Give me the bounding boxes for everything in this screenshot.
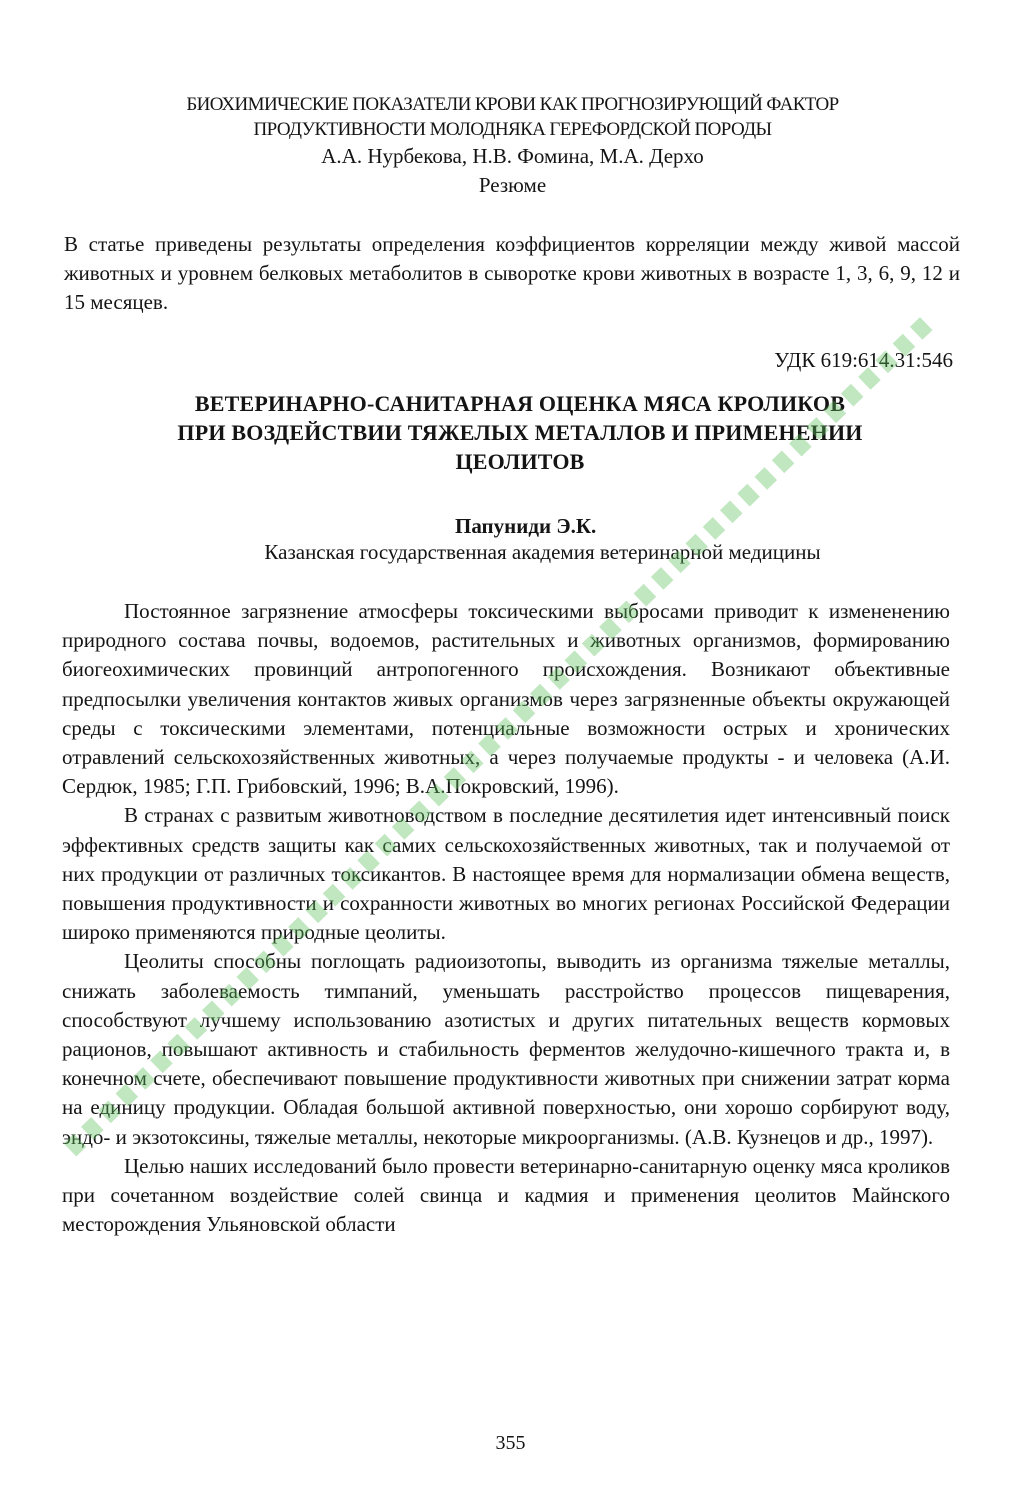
body-paragraph: Постоянное загрязнение атмосферы токсическими выбросами приводит к измененению природного состава почвы, водоемов, растительных и животных организмов, формированию биогеохимических провинций антропогенного происхождения. Возникают объективные предпосылки увеличения контактов живых организмов через загрязненные объекты окружающей среды с токсическими элементами, потенциальные возможности острых и хронических отравлений сельскохозяйственных животных, а через получаемые продукты - и человека (А.И. Сердюк, 1985; Г.П. Грибовский, 1996; В.А.Покровский, 1996). — [62, 599, 950, 799]
article-body — [62, 597, 950, 1239]
title-line-3: ЦЕОЛИТОВ — [455, 449, 585, 474]
previous-article-authors: А.А. Нурбекова, Н.В. Фомина, М.А. Дерхо — [321, 144, 704, 168]
previous-article-title — [60, 92, 965, 142]
previous-title-line-2: ПРОДУКТИВНОСТИ МОЛОДНЯКА ГЕРЕФОРДСКОЙ ПОРОДЫ — [253, 119, 772, 140]
body-paragraph: В странах с развитым животноводством в последние десятилетия идет интенсивный поиск эффективных средств защиты как самих сельскохозяйственных животных, так и получаемой от них продукции от различных токсикантов. В настоящее время для нормализации обмена веществ, повышения продуктивности и сохранности животных во многих регионах Российской Федерации широко применяются природные цеолиты. — [62, 803, 950, 945]
article-author: Папуниди Э.К. — [455, 514, 597, 538]
author-affiliation: Казанская государственная академия ветеринарной медицины — [264, 540, 821, 564]
resume-label: Резюме — [478, 173, 547, 197]
body-paragraph: Целью наших исследований было провести ветеринарно-санитарную оценку мяса кроликов при сочетанном воздействие солей свинца и кадмия и применения цеолитов Майнского месторождения Ульяновской области — [62, 1153, 950, 1237]
resume-text: В статье приведены результаты определения коэффициентов корреляции между живой массой животных и уровнем белковых метаболитов в сыворотке крови животных в возрасте 1, 3, 6, 9, 12 и 15 месяцев. — [64, 232, 960, 314]
title-line-2: ПРИ ВОЗДЕЙСТВИИ ТЯЖЕЛЫХ МЕТАЛЛОВ И ПРИМЕНЕНИИ — [177, 420, 863, 445]
article-title — [100, 389, 940, 476]
body-paragraph: Цеолиты способны поглощать радиоизотопы, выводить из организма тяжелые металлы, снижать заболеваемость тимпаний, уменьшать расстройство процессов пищеварения, способствуют лучшему использованию азотистых и других питательных веществ кормовых рационов, повышают активность и стабильность ферментов желудочно-кишечного тракта и, в конечном счете, обеспечивают повышение продуктивности животных при снижении затрат корма на единицу продукции. Обладая большой активной поверхностью, они хорошо сорбируют воду, эндо- и экзотоксины, тяжелые металлы, некоторые микроорганизмы. (А.В. Кузнецов и др., 1997). — [62, 949, 950, 1149]
previous-title-line-1: БИОХИМИЧЕСКИЕ ПОКАЗАТЕЛИ КРОВИ КАК ПРОГНОЗИРУЮЩИЙ ФАКТОР — [186, 94, 839, 115]
udc-code: УДК 619:614.31:546 — [774, 348, 953, 372]
page-number: 355 — [495, 1432, 526, 1454]
title-line-1: ВЕТЕРИНАРНО-САНИТАРНАЯ ОЦЕНКА МЯСА КРОЛИКОВ — [194, 391, 846, 416]
